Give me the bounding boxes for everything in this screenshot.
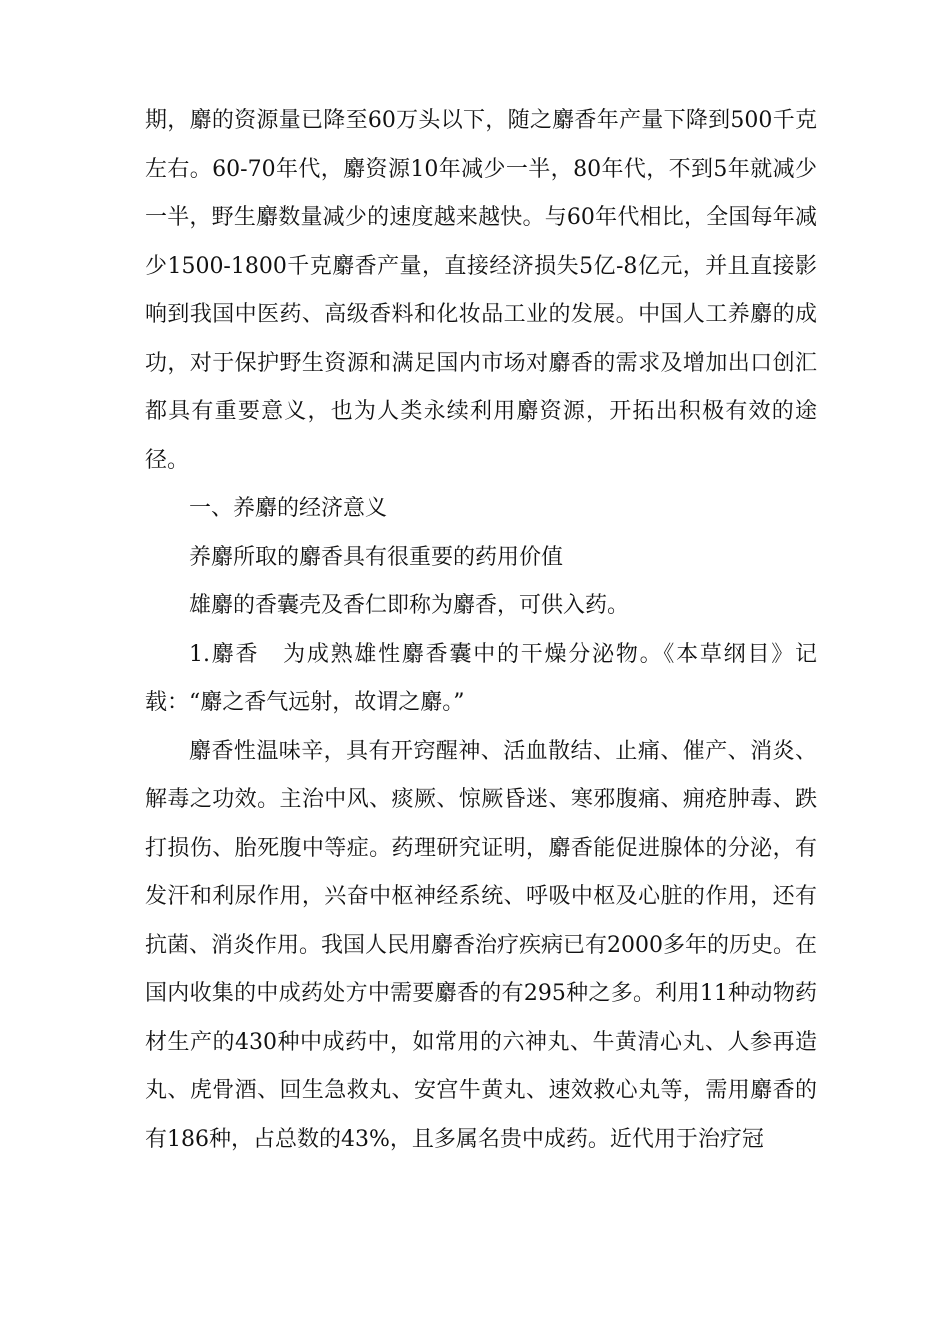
paragraph-medicinal-value-intro: 养麝所取的麝香具有很重要的药用价值 — [189, 544, 564, 570]
document-body — [145, 97, 817, 1164]
paragraph-musk-properties: 麝香性温味辛，具有开窍醒神、活血散结、止痛、催产、消炎、解毒之功效。主治中风、痰厥、惊厥昏迷、寒邪腹痛、痈疮肿毒、跌打损伤、胎死腹中等症。药理研究证明，麝香能促进腺体的分泌，有发汗和利尿作用，兴奋中枢神经系统、呼吸中枢及心脏的作用，还有抗菌、消炎作用。我国人民用麝香治疗疾病已有2000多年的历史。在国内收集的中成药处方中需要麝香的有295种之多。利用11种动物药材生产的430种中成药中，如常用的六神丸、牛黄清心丸、人参再造丸、虎骨酒、回生急救丸、安宫牛黄丸、速效救心丸等，需用麝香的有186种，占总数的43%，且多属名贵中成药。近代用于治疗冠 — [145, 738, 817, 1152]
paragraph-resource-decline: 期，麝的资源量已降至60万头以下，随之麝香年产量下降到500千克左右。60-70年代，麝资源10年减少一半，80年代，不到5年就减少一半，野生麝数量减少的速度越来越快。与60年代相比，全国每年减少1500-1800千克麝香产量，直接经济损失5亿-8亿元，并且直接影响到我国中医药、高级香料和化妆品工业的发展。中国人工养麝的成功，对于保护野生资源和满足国内市场对麝香的需求及增加出口创汇都具有重要意义，也为人类永续利用麝资源，开拓出积极有效的途径。 — [145, 108, 817, 473]
section-heading-economic-significance: 一、养麝的经济意义 — [189, 496, 388, 521]
paragraph-musk-item-1: 1.麝香 为成熟雄性麝香囊中的干燥分泌物。《本草纲目》记载：“麝之香气远射，故谓之麝。” — [145, 641, 817, 715]
paragraph-musk-definition: 雄麝的香囊壳及香仁即称为麝香，可供入药。 — [189, 593, 630, 618]
